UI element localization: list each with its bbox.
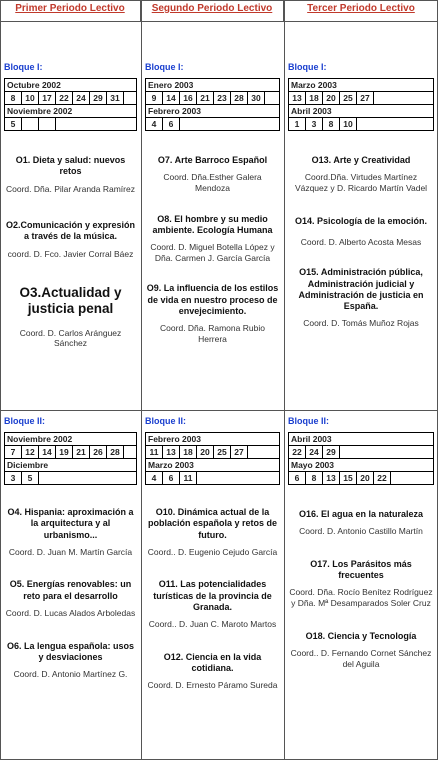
calendar-box [145,432,280,485]
course-title: O4. Hispania: aproximación a la arquitectura y al urbanismo... [7,507,134,540]
course-item [145,155,280,194]
day: 26 [90,446,107,458]
course-coordinator: Coord. D. Antonio Martínez G. [13,669,128,679]
day: 17 [39,92,56,104]
course-title: O7. Arte Barroco Español [157,155,268,165]
calendar-box [288,78,434,131]
course-coordinator: Coord. D. Lucas Alados Arboledas [5,607,136,618]
calendar-days [5,472,136,484]
course-item [145,214,280,264]
calendar-month: Abril 2003 [289,104,433,118]
calendar-box [145,78,280,131]
day: 8 [306,472,323,484]
day: 16 [180,92,197,104]
day: 30 [248,92,265,104]
header-period-3: Tercer Periodo Lectivo [284,0,438,22]
day: 13 [323,472,340,484]
course-item [288,509,434,537]
course-item [4,220,137,259]
block-label: Bloque I: [288,62,327,72]
day: 29 [90,92,107,104]
course-title: O2.Comunicación y expresión a través de la música. [5,220,136,242]
course-title: O16. El agua en la naturaleza [298,509,424,519]
calendar-month: Octubre 2002 [5,79,136,92]
course-coordinator: Coord. D. Tomás Muñoz Rojas [303,318,419,329]
calendar-month: Noviembre 2002 [5,433,136,446]
block-label: Bloque I: [4,62,43,72]
course-title: O9. La influencia de los estilos de vida en nuestro proceso de envejecimiento. [146,283,279,316]
calendar-days [289,92,433,104]
block2-period2 [141,412,284,758]
course-title: O18. Ciencia y Tecnología [305,630,417,641]
day: 1 [289,118,306,130]
day: 27 [231,446,248,458]
day: 14 [163,92,180,104]
course-title: O5. Energías renovables: un reto para el desarrollo [9,579,132,601]
calendar-month: Febrero 2003 [146,104,279,118]
block-label: Bloque II: [288,416,329,426]
course-coordinator: Coord. D. Juan M. Martín García [8,546,133,557]
course-coordinator: Coord.. D. Eugenio Cejudo García [147,546,278,557]
day: 8 [323,118,340,130]
course-item [4,641,137,680]
day: 7 [5,446,22,458]
day: 11 [180,472,197,484]
course-item [288,267,434,329]
calendar-month: Abril 2003 [289,433,433,446]
day: 18 [306,92,323,104]
day: 12 [22,446,39,458]
day: 18 [180,446,197,458]
block-label: Bloque II: [145,416,186,426]
day: 6 [163,472,180,484]
calendar-month: Marzo 2003 [289,79,433,92]
day: 24 [306,446,323,458]
course-coordinator: Coord. D. Alberto Acosta Mesas [300,236,422,247]
day: 5 [5,118,22,130]
course-item [4,285,137,349]
course-title: O3.Actualidad y justicia penal [19,285,122,317]
day: 22 [289,446,306,458]
day: 20 [197,446,214,458]
course-item [4,507,137,557]
course-title: O17. Los Parásitos más frecuentes [310,558,412,581]
block-label: Bloque II: [4,416,45,426]
course-title: O11. Las potencialidades turísticas de la provincia de Granada. [153,579,272,612]
block1-period2 [141,58,284,408]
day: 10 [340,118,357,130]
course-item [288,216,434,248]
day: 21 [73,446,90,458]
calendar-days [5,446,136,458]
course-coordinator: Coord. Dña. Rocío Benítez Rodríguez y Dña. Mª Desamparados Soler Cruz [289,587,433,608]
day: 28 [231,92,248,104]
calendar-month: Diciembre [5,458,136,472]
calendar-box [4,78,137,131]
course-title: O8. El hombre y su medio ambiente. Ecología Humana [152,213,273,235]
day: 25 [340,92,357,104]
day: 21 [197,92,214,104]
calendar-days [146,118,279,130]
course-coordinator: Coord.. D. Juan C. Maroto Martos [148,619,277,630]
day: 5 [22,472,39,484]
block1-period1 [0,58,141,408]
block-divider [0,410,438,411]
day: 3 [306,118,323,130]
course-coordinator: Coord. Dña. Ramona Rubio Herrera [160,323,265,344]
day: 14 [39,446,56,458]
day: 6 [289,472,306,484]
course-item [4,579,137,618]
calendar-days [146,92,279,104]
calendar-month: Noviembre 2002 [5,104,136,118]
calendar-month: Marzo 2003 [146,458,279,472]
course-coordinator: Coord. D. Carlos Aránguez Sánchez [19,327,122,349]
course-title: O14. Psicología de la emoción. [294,215,428,226]
day: 20 [323,92,340,104]
calendar-days [289,472,433,484]
block2-period1 [0,412,141,758]
course-title: O10. Dinámica actual de la población española y retos de futuro. [147,507,278,540]
course-item [4,155,137,194]
calendar-month: Mayo 2003 [289,458,433,472]
day: 31 [107,92,124,104]
day: 28 [107,446,124,458]
day: 10 [22,92,39,104]
day: 19 [56,446,73,458]
day: 4 [146,118,163,130]
day: 24 [73,92,90,104]
day: 25 [214,446,231,458]
calendar-box [288,432,434,485]
course-item [145,579,280,629]
course-coordinator: Coord.Dña. Virtudes Martínez Vázquez y D. Ricardo Martín Vadel [294,172,428,193]
day: 4 [146,472,163,484]
calendar-month: Febrero 2003 [146,433,279,446]
day: 27 [357,92,374,104]
calendar-box [4,432,137,485]
block2-period3 [284,412,438,758]
calendar-days [5,92,136,104]
day: 6 [163,118,180,130]
day: 29 [323,446,340,458]
course-coordinator: Coord. D. Miguel Botella López y Dña. Carmen J. García García [150,242,275,263]
calendar-days [146,472,279,484]
calendar-days [289,118,433,130]
day: 9 [146,92,163,104]
day: 22 [56,92,73,104]
course-coordinator: coord. D. Fco. Javier Corral Báez [7,248,134,259]
block-label: Bloque I: [145,62,184,72]
header-period-1: Primer Periodo Lectivo [0,0,141,22]
course-title: O12. Ciencia en la vida cotidiana. [163,651,262,673]
course-coordinator: Coord. D. Antonio Castillo Martín [299,526,423,537]
calendar-days [146,446,279,458]
course-coordinator: Coord. Dña.Esther Galera Mendoza [163,172,262,193]
day: 22 [374,472,391,484]
course-title: O1. Dieta y salud: nuevos retos [15,155,126,177]
header-period-2: Segundo Periodo Lectivo [141,0,284,22]
course-item [288,155,434,194]
course-item [288,559,434,609]
day: 8 [5,92,22,104]
course-item [288,631,434,670]
calendar-days [5,118,136,130]
day: 13 [289,92,306,104]
course-coordinator: Coord. Dña. Pilar Aranda Ramírez [6,183,135,194]
day: 3 [5,472,22,484]
course-item [145,507,280,557]
day: 23 [214,92,231,104]
course-title: O15. Administración pública, Administración judicial y Administración de justicia en España. [298,267,424,312]
calendar-month: Enero 2003 [146,79,279,92]
course-item [145,652,280,691]
day [39,118,56,130]
course-coordinator: Coord.. D. Fernando Cornet Sánchez del Aguila [290,647,432,669]
course-title: O13. Arte y Creatividad [311,155,411,165]
course-title: O6. La lengua española: usos y desviaciones [6,640,135,662]
day: 13 [163,446,180,458]
day [22,118,39,130]
day: 11 [146,446,163,458]
course-coordinator: Coord. D. Ernesto Páramo Sureda [147,680,278,691]
day: 15 [340,472,357,484]
calendar-days [289,446,433,458]
day: 20 [357,472,374,484]
course-item [145,283,280,344]
block1-period3 [284,58,438,408]
